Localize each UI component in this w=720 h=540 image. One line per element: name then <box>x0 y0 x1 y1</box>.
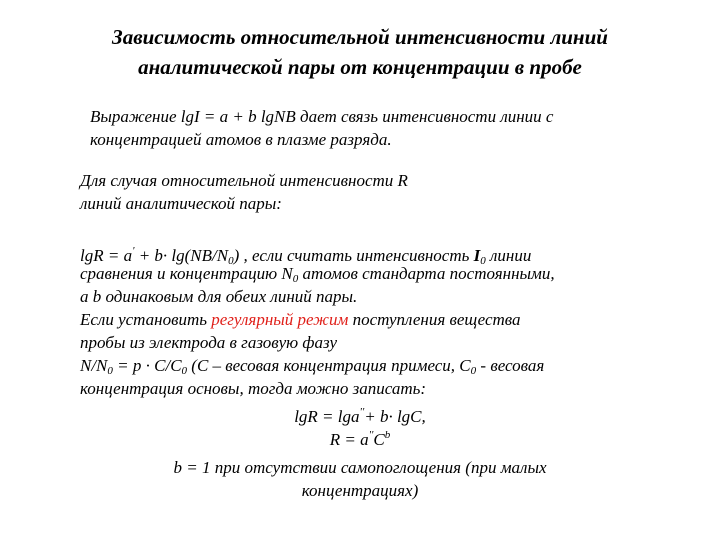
formula-power-part-b: C <box>373 430 385 449</box>
title-line-2: аналитической пары от концентрации в пробе <box>138 55 582 79</box>
case-line-1: Для случая относительной интенсивности R <box>80 171 408 190</box>
formula-power-part-a: R = a <box>329 430 369 449</box>
subscript-zero: 0 <box>228 255 234 267</box>
formula-power <box>60 424 660 451</box>
n-ratio-part-a: N/N <box>80 356 108 375</box>
regime-highlight: регулярный режим <box>211 310 349 329</box>
line-sravneniya-part-b: атомов стандарта постоянными, <box>298 264 555 283</box>
formula-lgR-lgC-part-a: lgR = lga <box>294 407 360 426</box>
regime-part-b: поступления вещества <box>348 310 521 329</box>
last-line-2: концентрациях) <box>301 481 419 500</box>
line-b-equal: а b одинаковым для обеих линий пары. <box>80 287 358 306</box>
formula-lgR-lgC-part-b: + b· lgC, <box>364 407 426 426</box>
slide-title <box>0 22 720 82</box>
formula-double-prime: '' <box>368 429 374 441</box>
subscript-zero: 0 <box>181 365 188 377</box>
intensity-symbol: I <box>473 246 481 265</box>
formula-lgR-part-a: lgR = a <box>80 246 133 265</box>
line-proby: пробы из электрода в газовую фазу <box>80 333 338 352</box>
n-ratio-part-c: (C – весовая концентрация примеси, C <box>187 356 471 375</box>
formula-lgR-part-c: ) , если считать интенсивность <box>233 246 474 265</box>
formula-double-prime: '' <box>359 406 365 418</box>
subscript-zero: 0 <box>107 365 113 377</box>
formula-prime: ' <box>132 245 135 257</box>
intro-line-2: концентрацией атомов в плазме разряда. <box>90 130 392 149</box>
exponent-b: b <box>384 429 391 441</box>
intro-line-1: Выражение lgI = a + b lgNB дает связь интенсивности линии с <box>90 107 554 126</box>
regime-line <box>80 309 521 331</box>
subscript-zero: 0 <box>480 255 486 267</box>
subscript-zero: 0 <box>292 273 299 285</box>
formula-lgR-part-e: линии <box>485 246 532 265</box>
n-ratio-part-d: - весовая <box>476 356 545 375</box>
case-line-2: линий аналитической пары: <box>80 194 282 213</box>
line-sravneniya-part-a: сравнения и концентрацию N <box>80 264 293 283</box>
n-ratio-part-b: = p · C/C <box>112 356 182 375</box>
formula-lgR-part-b: + b· lg(NB/N <box>134 246 229 265</box>
last-line-1: b = 1 при отсутствии самопоглощения (при малых <box>173 458 547 477</box>
title-line-1: Зависимость относительной интенсивности линий <box>112 25 608 49</box>
subscript-zero: 0 <box>470 365 477 377</box>
line-osnovy: концентрация основы, тогда можно записать: <box>80 379 427 398</box>
regime-part-a: Если установить <box>80 310 212 329</box>
